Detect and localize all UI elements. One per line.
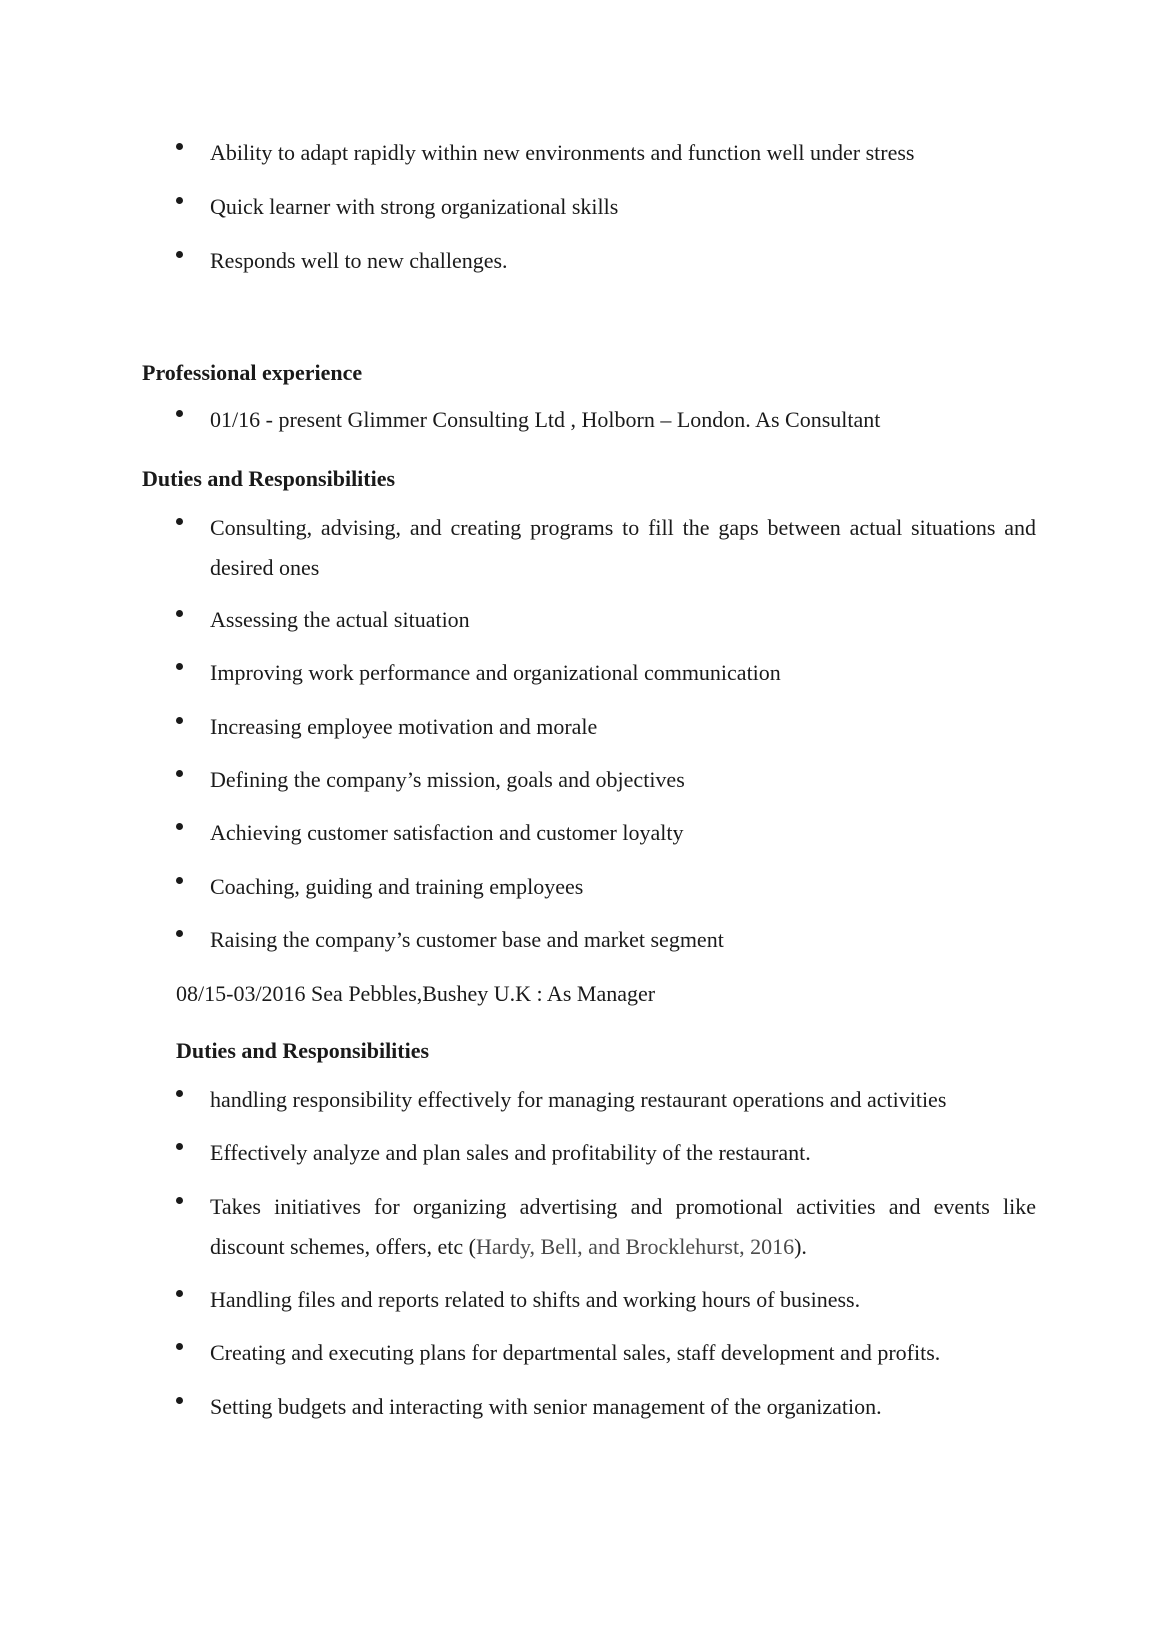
- duty-text: Consulting, advising, and creating programs to fill the gaps between actual situations and desired ones: [210, 515, 1036, 580]
- bullet-icon: [176, 770, 183, 777]
- bullet-icon: [176, 1397, 183, 1404]
- bullet-icon: [176, 518, 183, 525]
- duty-text: Improving work performance and organizational communication: [210, 660, 781, 685]
- bullet-icon: [176, 410, 183, 417]
- bullet-icon: [176, 143, 183, 150]
- bullet-icon: [176, 823, 183, 830]
- job2-title-text: 08/15-03/2016 Sea Pebbles,Bushey U.K : As Manager: [176, 981, 656, 1006]
- duty-text: Increasing employee motivation and morale: [210, 714, 598, 739]
- bullet-icon: [176, 1090, 183, 1097]
- citation-close: ).: [794, 1234, 807, 1259]
- bullet-icon: [176, 717, 183, 724]
- duties-heading: Duties and Responsibilities: [176, 1038, 430, 1063]
- duty-text: Takes initiatives for organizing advertising and promotional activities and events like discount schemes, offers, etc (: [210, 1194, 1036, 1259]
- duty-text: handling responsibility effectively for managing restaurant operations and activities: [210, 1087, 947, 1112]
- bullet-icon: [176, 610, 183, 617]
- bullet-icon: [176, 197, 183, 204]
- duty-text-with-citation: [210, 1187, 1036, 1267]
- skill-text: Ability to adapt rapidly within new environments and function well under stress: [210, 140, 915, 165]
- skill-text: Quick learner with strong organizational skills: [210, 194, 619, 219]
- bullet-icon: [176, 877, 183, 884]
- citation: Hardy, Bell, and Brocklehurst, 2016: [475, 1234, 795, 1259]
- job1-title-text: 01/16 - present Glimmer Consulting Ltd , Holborn – London. As Consultant: [210, 407, 881, 432]
- duty-text: Raising the company’s customer base and market segment: [210, 927, 724, 952]
- bullet-icon: [176, 663, 183, 670]
- duties-heading: Duties and Responsibilities: [142, 466, 396, 491]
- duty-text: Setting budgets and interacting with senior management of the organization.: [210, 1394, 882, 1419]
- skill-text: Responds well to new challenges.: [210, 248, 508, 273]
- duty-text: Assessing the actual situation: [210, 607, 470, 632]
- duty-text: Achieving customer satisfaction and customer loyalty: [210, 820, 684, 845]
- duty-text: Effectively analyze and plan sales and profitability of the restaurant.: [210, 1140, 811, 1165]
- bullet-icon: [176, 1290, 183, 1297]
- section-heading-professional-experience: Professional experience: [142, 360, 363, 385]
- duty-text: Defining the company’s mission, goals and objectives: [210, 767, 685, 792]
- bullet-icon: [176, 930, 183, 937]
- duty-text: Handling files and reports related to shifts and working hours of business.: [210, 1287, 861, 1312]
- duty-text: Creating and executing plans for departmental sales, staff development and profits.: [210, 1340, 941, 1365]
- bullet-icon: [176, 1343, 183, 1350]
- bullet-icon: [176, 1143, 183, 1150]
- duty-text: Coaching, guiding and training employees: [210, 874, 584, 899]
- bullet-icon: [176, 1197, 183, 1204]
- bullet-icon: [176, 251, 183, 258]
